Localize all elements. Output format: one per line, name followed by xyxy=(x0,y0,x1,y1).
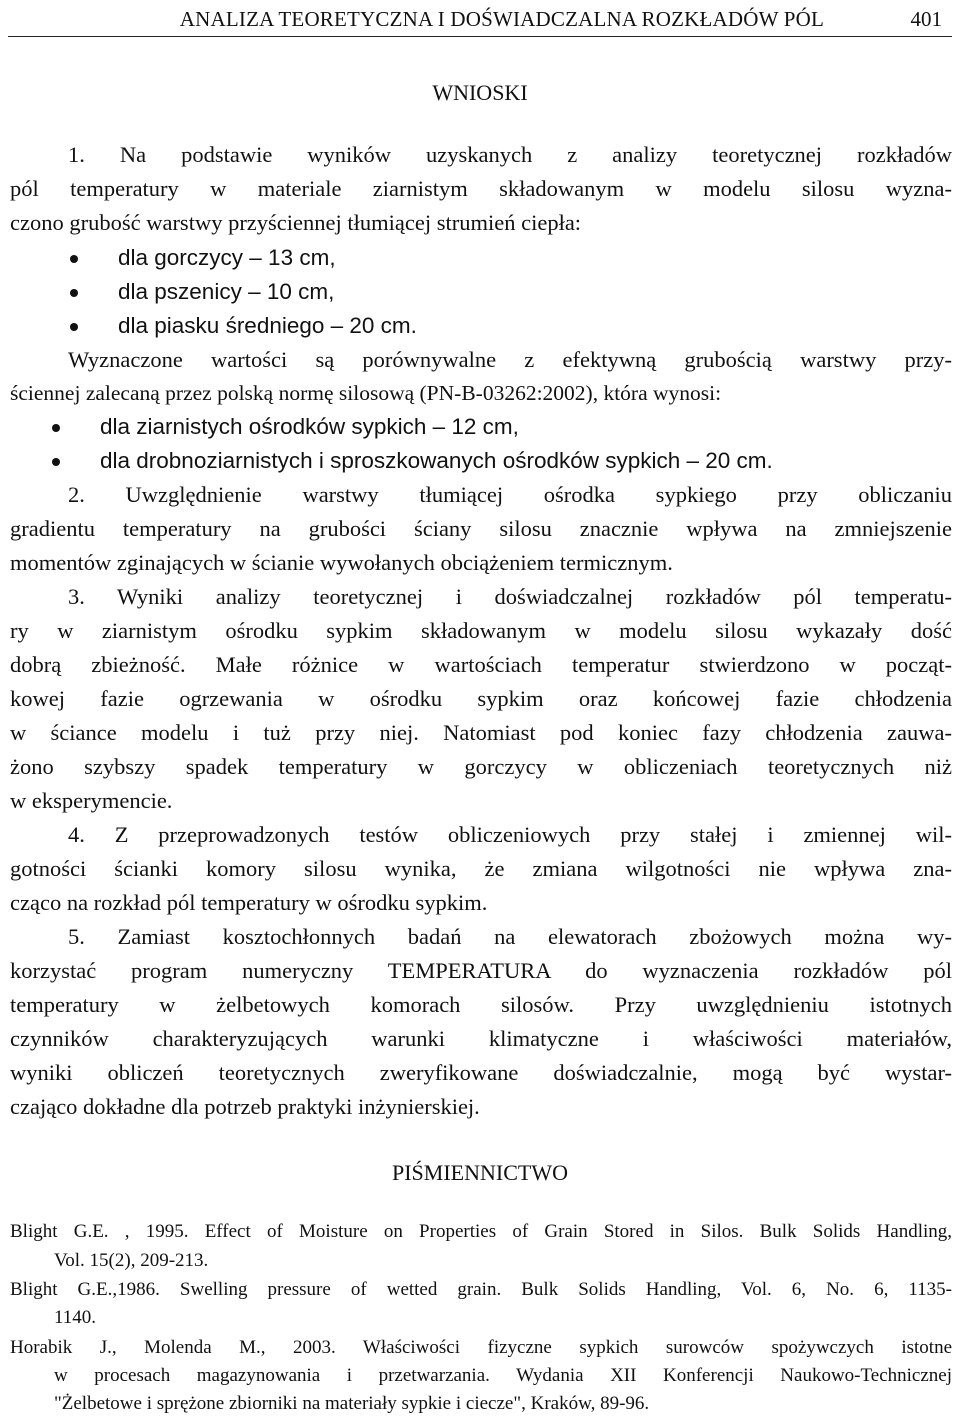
paragraph-line: 1. Na podstawie wyników uzyskanych z analizy teoretycznej rozkładów xyxy=(68,142,952,167)
reference-item: Blight G.E. , 1995. Effect of Moisture on Properties of Grain Stored in Silos. Bulk Solids Handling, xyxy=(10,1221,952,1242)
paragraph-line: pól temperatury w materiale ziarnistym składowanym w modelu silosu wyzna- xyxy=(10,176,952,201)
paragraph-line: wyniki obliczeń teoretycznych zweryfikowane doświadczalnie, mogą być wystar- xyxy=(10,1060,952,1085)
list-item xyxy=(100,412,519,442)
paragraph-line: czono grubość warstwy przyściennej tłumiącej strumień ciepła: xyxy=(10,210,582,235)
list-item-text: dla pszenicy – 10 cm, xyxy=(118,279,335,304)
paragraph-line: czynników charakteryzujących warunki klimatyczne i właściwości materiałów, xyxy=(10,1026,952,1051)
list-item-text: dla piasku średniego – 20 cm. xyxy=(118,313,417,338)
reference-item: Vol. 15(2), 209-213. xyxy=(54,1250,209,1271)
list-item xyxy=(118,311,417,341)
page-header xyxy=(8,2,952,37)
paragraph-line: 2. Uwzględnienie warstwy tłumiącej ośrodka sypkiego przy obliczaniu xyxy=(68,482,952,507)
references-heading: PIŚMIENNICTWO xyxy=(392,1160,568,1185)
paragraph-line: żono szybszy spadek temperatury w gorczycy w obliczeniach teoretycznych niż xyxy=(10,754,952,779)
paragraph-line: ściennej zalecaną przez polską normę silosową (PN-B-03262:2002), która wynosi: xyxy=(10,381,722,405)
paragraph-line: temperatury w żelbetowych komorach silosów. Przy uwzględnieniu istotnych xyxy=(10,992,952,1017)
paragraph-line: cząco na rozkład pól temperatury w ośrodku sypkim. xyxy=(10,890,488,915)
list-item-text: dla drobnoziarnistych i sproszkowanych ośrodków sypkich – 20 cm. xyxy=(100,448,773,473)
paragraph-line: dobrą zbieżność. Małe różnice w wartościach temperatur stwierdzono w począt- xyxy=(10,652,952,677)
page-number: 401 xyxy=(910,7,942,31)
bullet-icon xyxy=(52,424,60,432)
list-item xyxy=(118,243,336,273)
paragraph-line: 5. Zamiast kosztochłonnych badań na elewatorach zbożowych można wy- xyxy=(68,924,952,949)
reference-item: Blight G.E.,1986. Swelling pressure of wetted grain. Bulk Solids Handling, Vol. 6, No. 6, 1135- xyxy=(10,1279,952,1300)
list-item xyxy=(118,277,334,307)
paragraph-line: w eksperymencie. xyxy=(10,788,173,813)
bullet-icon xyxy=(70,289,78,297)
paragraph-line: 4. Z przeprowadzonych testów obliczeniowych przy stałej i zmiennej wil- xyxy=(68,822,952,847)
bullet-icon xyxy=(70,323,78,331)
paragraph-line: ry w ziarnistym ośrodku sypkim składowanym w modelu silosu wykazały dość xyxy=(10,618,952,643)
paragraph-line: w ściance modelu i tuż przy niej. Natomiast pod koniec fazy chłodzenia zauwa- xyxy=(10,720,952,745)
list-item-text: dla ziarnistych ośrodków sypkich – 12 cm, xyxy=(100,414,519,439)
reference-item: "Żelbetowe i sprężone zbiorniki na materiały sypkie i ciecze", Kraków, 89-96. xyxy=(54,1393,650,1414)
reference-item: w procesach magazynowania i przetwarzania. Wydania XII Konferencji Naukowo-Technicznej xyxy=(54,1365,952,1386)
reference-item: Horabik J., Molenda M., 2003. Właściwości fizyczne sypkich surowców spożywczych istotne xyxy=(10,1337,952,1358)
bullet-icon xyxy=(70,255,78,263)
paragraph-line: gradientu temperatury na grubości ściany silosu znacznie wpływa na zmniejszenie xyxy=(10,516,952,541)
paragraph-line: korzystać program numeryczny TEMPERATURA do wyznaczenia rozkładów pól xyxy=(10,958,952,983)
paragraph-line: kowej fazie ogrzewania w ośrodku sypkim oraz końcowej fazie chłodzenia xyxy=(10,686,952,711)
conclusions-heading: WNIOSKI xyxy=(432,80,528,105)
bullet-icon xyxy=(52,458,60,466)
paragraph-line: Wyznaczone wartości są porównywalne z efektywną grubością warstwy przy- xyxy=(68,347,952,372)
paragraph-line: momentów zginających w ścianie wywołanych obciążeniem termicznym. xyxy=(10,550,673,575)
paragraph-line: gotności ścianki komory silosu wynika, że zmiana wilgotności nie wpływa zna- xyxy=(10,856,952,881)
list-item xyxy=(100,446,773,476)
reference-item: 1140. xyxy=(54,1307,97,1328)
list-item-text: dla gorczycy – 13 cm, xyxy=(118,245,336,270)
paragraph-line: czająco dokładne dla potrzeb praktyki inżynierskiej. xyxy=(10,1094,480,1119)
paragraph-line: 3. Wyniki analizy teoretycznej i doświadczalnej rozkładów pól temperatu- xyxy=(68,584,952,609)
running-title: ANALIZA TEORETYCZNA I DOŚWIADCZALNA ROZKŁADÓW PÓL xyxy=(179,7,824,31)
